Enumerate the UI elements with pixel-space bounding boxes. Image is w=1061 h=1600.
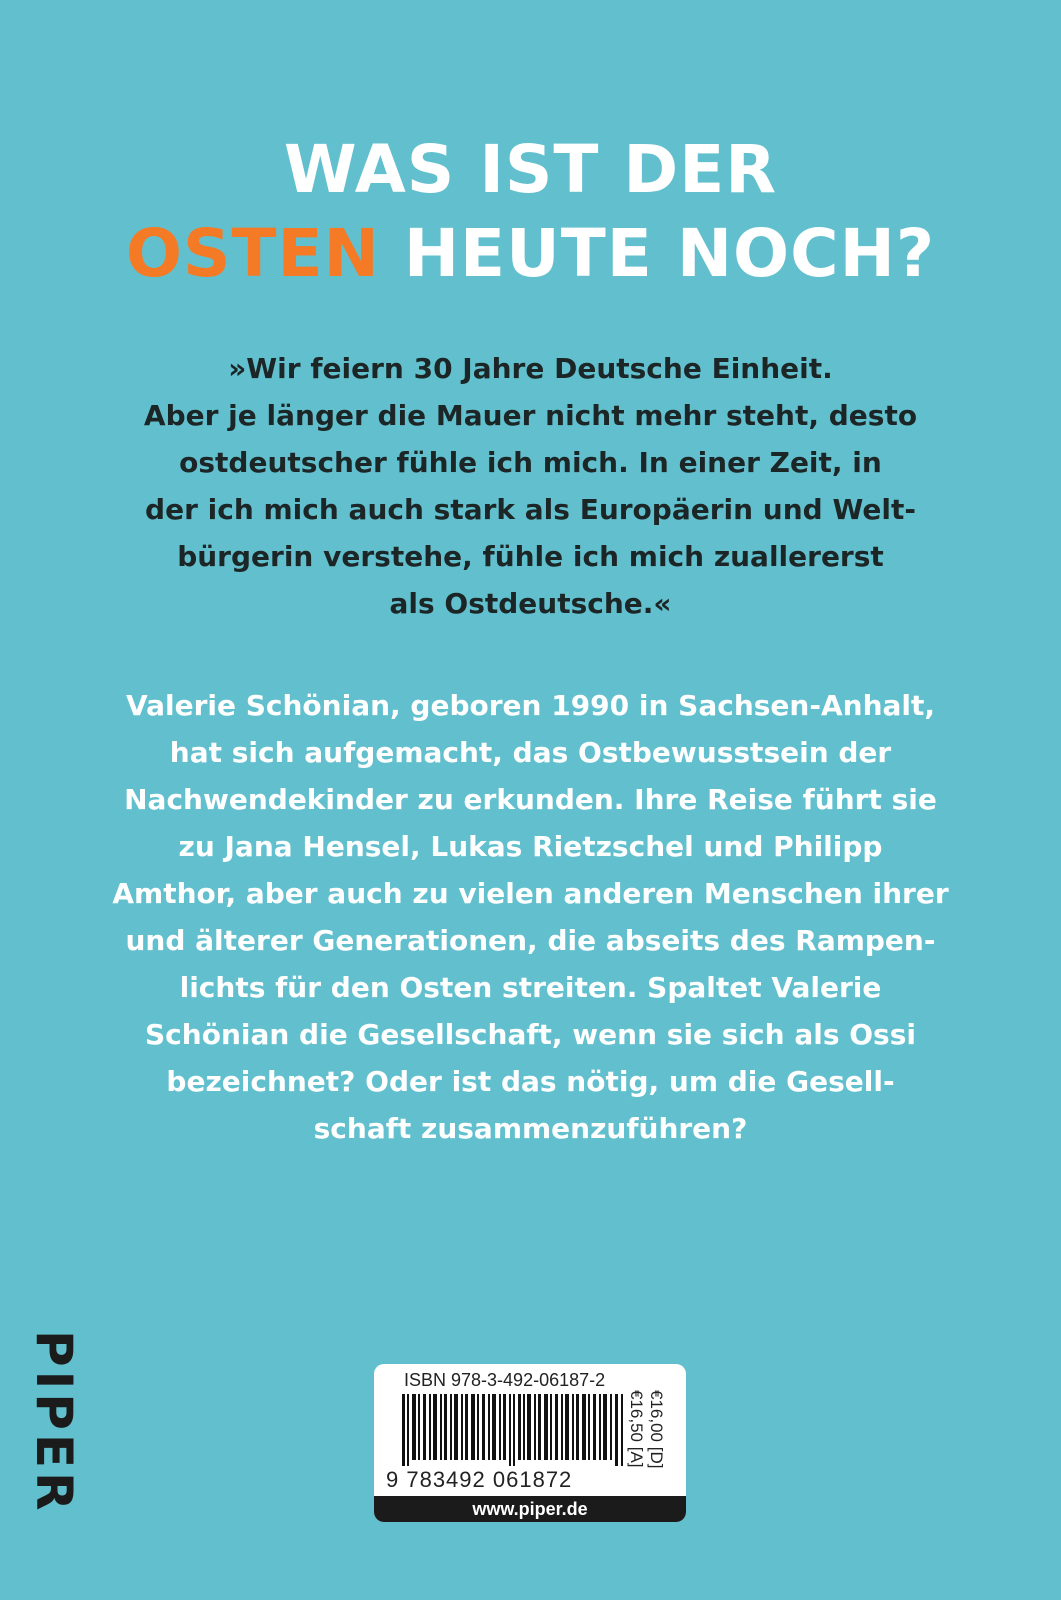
headline [0, 128, 1061, 296]
quote-line: ostdeutscher fühle ich mich. In einer Zeit, in [179, 446, 882, 479]
description-line: bezeichnet? Oder ist das nötig, um die Gesell- [166, 1065, 895, 1098]
description-line: und älterer Generationen, die abseits des Rampen- [125, 924, 936, 957]
quote-line: »Wir feiern 30 Jahre Deutsche Einheit. [228, 352, 833, 385]
description-line: Valerie Schönian, geboren 1990 in Sachsen-Anhalt, [125, 689, 936, 722]
ean-digits: 9 783492 061872 [386, 1467, 573, 1492]
description-line: Nachwendekinder zu erkunden. Ihre Reise führt sie [124, 783, 937, 816]
quote-line: bürgerin verstehe, fühle ich mich zuallererst [177, 540, 884, 573]
book-description [0, 682, 1061, 1152]
headline-accent-word: OSTEN [125, 215, 380, 292]
description-line: Amthor, aber auch zu vielen anderen Menschen ihrer [112, 877, 949, 910]
headline-line-2 [0, 212, 1061, 296]
quote-line: als Ostdeutsche.« [389, 587, 672, 620]
headline-line-2-rest: HEUTE NOCH? [379, 215, 936, 292]
price-block [626, 1390, 666, 1468]
publisher-url: www.piper.de [374, 1496, 686, 1522]
description-line: hat sich aufgemacht, das Ostbewusstsein der [169, 736, 892, 769]
description-line: lichts für den Osten streiten. Spaltet Valerie [179, 971, 882, 1004]
headline-line-1: WAS IST DER [283, 131, 778, 208]
quote-line: der ich mich auch stark als Europäerin und Welt- [145, 493, 916, 526]
price-at: €16,50 [A] [627, 1390, 646, 1468]
description-line: Schönian die Gesellschaft, wenn sie sich als Ossi [145, 1018, 916, 1051]
quote-line: Aber je länger die Mauer nicht mehr steht, desto [143, 399, 918, 432]
barcode-label [374, 1364, 686, 1522]
barcode-icon [402, 1394, 632, 1466]
isbn-text: ISBN 978-3-492-06187-2 [404, 1370, 606, 1390]
description-line: zu Jana Hensel, Lukas Rietzschel und Philipp [178, 830, 883, 863]
publisher-logo: PIPER [25, 1330, 83, 1515]
pull-quote [0, 345, 1061, 627]
price-de: €16,00 [D] [647, 1390, 666, 1469]
description-line: schaft zusammenzuführen? [313, 1112, 748, 1145]
